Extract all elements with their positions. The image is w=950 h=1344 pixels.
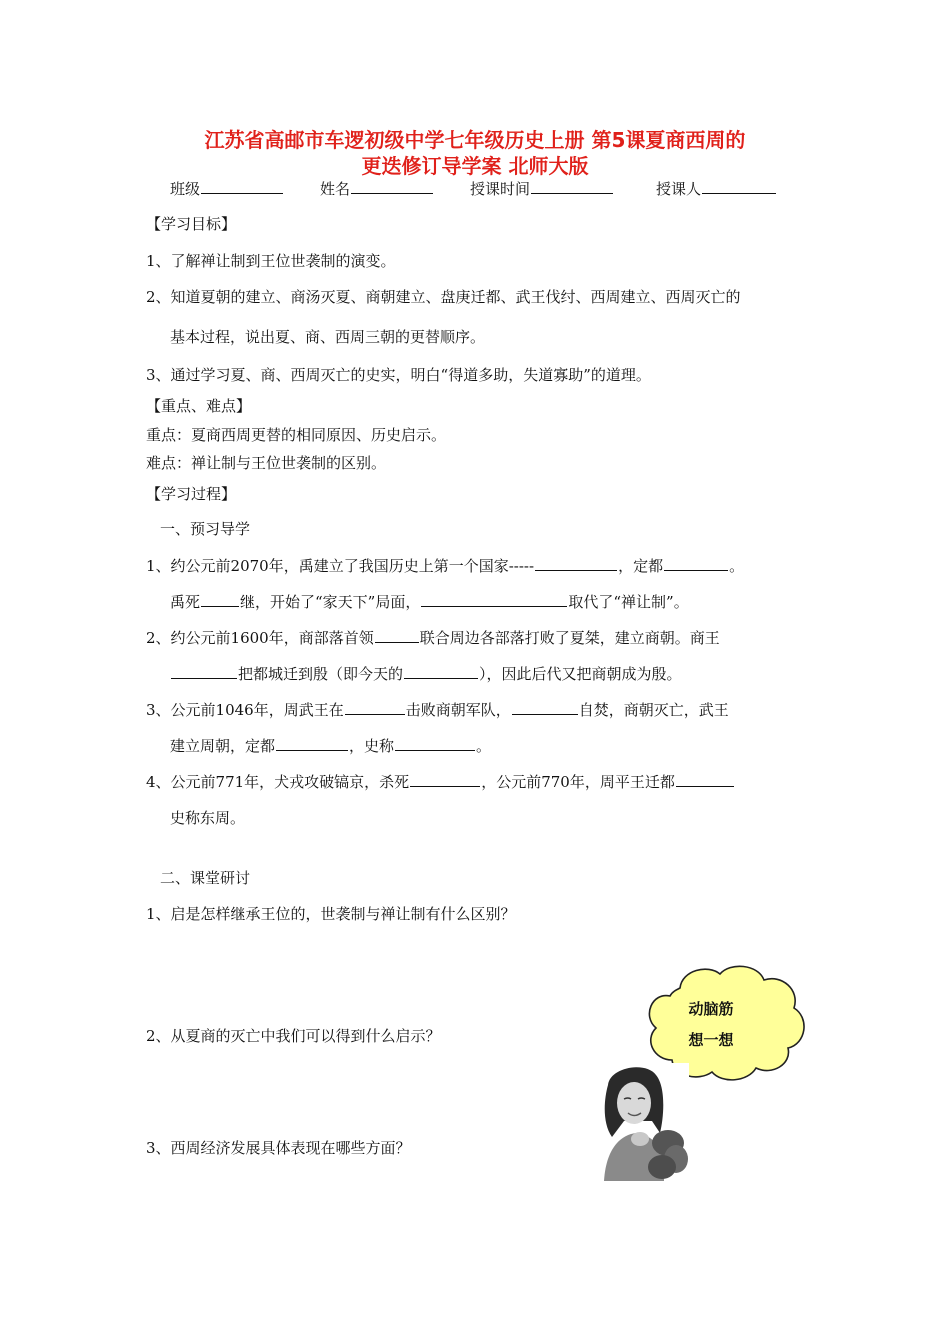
- teacher-field: [656, 178, 777, 199]
- document-title-line2: 更迭修订导学案 北师大版: [361, 154, 589, 178]
- name-label: 姓名: [320, 180, 351, 198]
- q4a-text1: 4、公元前771年，犬戎攻破镐京，杀死: [146, 773, 410, 791]
- bubble-line1: 动脑筋: [688, 1000, 734, 1018]
- blank-yin-location: [404, 664, 478, 679]
- blank-shang-leader: [375, 628, 419, 643]
- class-blank: [201, 179, 283, 194]
- document-title-line1: 江苏省高邮市车逻初级中学七年级历史上册 第5课夏商西周的: [204, 128, 746, 152]
- q1a-text3: 。: [729, 557, 745, 575]
- discussion-1: 1、启是怎样继承王位的，世袭制与禅让制有什么区别？: [146, 905, 516, 923]
- question-4b: 史称东周。: [170, 809, 246, 827]
- blank-zhou-capital: [276, 736, 348, 751]
- question-2a: [146, 627, 720, 648]
- blank-successor: [201, 592, 239, 607]
- name-blank: [351, 179, 433, 194]
- blank-dynasty-name: [395, 736, 475, 751]
- blank-shang-king: [171, 664, 237, 679]
- difficulty-text: 难点：禅让制与王位世袭制的区别。: [146, 454, 387, 472]
- blank-system: [421, 592, 567, 607]
- q3b-text2: ，史称: [349, 737, 395, 755]
- name-field: [320, 178, 434, 199]
- blank-last-king: [512, 700, 578, 715]
- question-3b: [170, 735, 491, 756]
- bubble-line2: 想一想: [688, 1031, 734, 1049]
- keypoints-heading: 【重点、难点】: [146, 397, 252, 415]
- q3a-text1: 3、公元前1046年，周武王在: [146, 701, 344, 719]
- question-1a: [146, 555, 744, 576]
- discussion-2: 2、从夏商的灭亡中我们可以得到什么启示？: [146, 1027, 441, 1045]
- teacher-label: 授课人: [656, 180, 702, 198]
- time-blank: [531, 179, 613, 194]
- teacher-blank: [702, 179, 776, 194]
- q2a-text1: 2、约公元前1600年，商部落首领: [146, 629, 374, 647]
- blank-new-capital: [676, 772, 734, 787]
- class-label: 班级: [170, 180, 201, 198]
- section-discussion: 二、课堂研讨: [160, 869, 251, 887]
- question-2b: [170, 663, 682, 684]
- blank-killed-king: [410, 772, 480, 787]
- objective-1: 1、了解禅让制到王位世袭制的演变。: [146, 252, 396, 270]
- q4a-text2: ，公元前770年，周平王迁都: [481, 773, 675, 791]
- question-3a: [146, 699, 729, 720]
- time-label: 授课时间: [470, 180, 531, 198]
- process-heading: 【学习过程】: [146, 485, 237, 503]
- objective-2b: 基本过程，说出夏、商、西周三朝的更替顺序。: [170, 328, 486, 346]
- blank-capital: [664, 556, 728, 571]
- objective-3: 3、通过学习夏、商、西周灭亡的史实，明白“得道多助，失道寡助”的道理。: [146, 366, 651, 384]
- objective-2a: 2、知道夏朝的建立、商汤灭夏、商朝建立、盘庚迁都、武王伐纣、西周建立、西周灭亡的: [146, 288, 741, 306]
- section-preview: 一、预习导学: [160, 520, 251, 538]
- class-field: [170, 178, 284, 199]
- q3a-text3: 自焚，商朝灭亡，武王: [578, 701, 729, 719]
- q3b-text3: 。: [476, 737, 492, 755]
- q1a-text1: 1、约公元前2070年，禹建立了我国历史上第一个国家-----: [146, 557, 535, 575]
- blank-battle: [345, 700, 405, 715]
- q1b-text1: 禹死: [170, 593, 201, 611]
- girl-photo-icon: [594, 1063, 689, 1181]
- focus-text: 重点：夏商西周更替的相同原因、历史启示。: [146, 426, 447, 444]
- q1a-text2: ，定都: [618, 557, 664, 575]
- q2a-text2: 联合周边各部落打败了夏桀，建立商朝。商王: [419, 629, 720, 647]
- blank-first-state: [535, 556, 617, 571]
- q3b-text1: 建立周朝，定都: [170, 737, 276, 755]
- q1b-text3: 取代了“禅让制”。: [568, 593, 689, 611]
- q2b-text1: 把都城迁到殷（即今天的: [238, 665, 404, 683]
- question-1b: [170, 591, 689, 612]
- question-4a: [146, 771, 735, 792]
- objectives-heading: 【学习目标】: [146, 215, 237, 233]
- time-field: [470, 178, 614, 199]
- discussion-3: 3、西周经济发展具体表现在哪些方面？: [146, 1139, 411, 1157]
- q1b-text2: 继，开始了“家天下”局面，: [240, 593, 421, 611]
- q3a-text2: 击败商朝军队，: [405, 701, 511, 719]
- q2b-text2: ），因此后代又把商朝成为殷。: [479, 665, 682, 683]
